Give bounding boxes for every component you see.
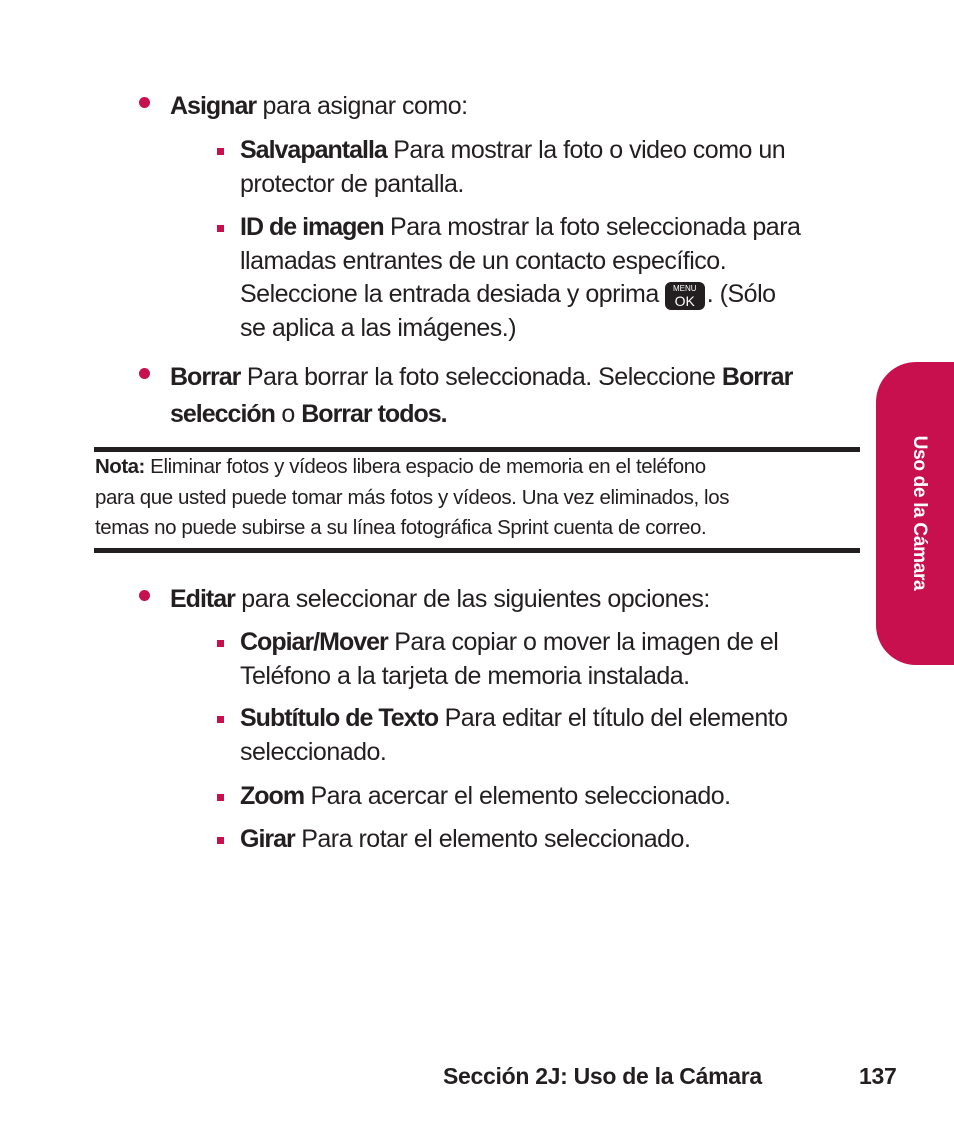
footer-section-title: Sección 2J: Uso de la Cámara (443, 1063, 762, 1089)
bullet-square (217, 148, 224, 155)
menu-ok-key-icon: MENU OK (665, 282, 705, 310)
bullet-square (217, 794, 224, 801)
bullet-square (217, 640, 224, 647)
bullet-square (217, 716, 224, 723)
page-number: 137 (859, 1063, 897, 1089)
salvapantalla-item: Salvapantalla Para mostrar la foto o video como un protector de pantalla. (240, 136, 786, 198)
note-bottom-rule (94, 548, 860, 553)
bullet-dot (139, 590, 150, 601)
bullet-dot (139, 97, 150, 108)
asignar-item: Asignar para asignar como: (170, 92, 468, 120)
note-box: Nota: Eliminar fotos y vídeos libera espacio de memoria en el teléfono para que usted puede tomar más fotos y vídeos. Una vez eliminados, los temas no puede subirse a su línea fotográfica Sprint cuenta de correo. (95, 455, 730, 539)
borrar-item: Borrar Para borrar la foto seleccionada. Seleccione Borrar selección o Borrar todos. (170, 363, 793, 428)
section-side-tab-label: Uso de la Cámara (909, 435, 930, 591)
zoom-item: Zoom Para acercar el elemento seleccionado. (240, 782, 731, 810)
bullet-square (217, 837, 224, 844)
subtitulo-item: Subtítulo de Texto Para editar el título del elemento seleccionado. (240, 704, 788, 766)
editar-item: Editar para seleccionar de las siguientes opciones: (170, 585, 710, 613)
id-imagen-item: ID de imagen Para mostrar la foto seleccionada para llamadas entrantes de un contacto específico. Seleccione la entrada desiada y oprima MENU OK . (Sólo se aplica a las imágenes.) (240, 213, 801, 342)
copiar-mover-item: Copiar/Mover Para copiar o mover la imagen de el Teléfono a la tarjeta de memoria instalada. (240, 628, 779, 690)
bullet-square (217, 225, 224, 232)
bullet-dot (139, 368, 150, 379)
girar-item: Girar Para rotar el elemento seleccionado. (240, 825, 691, 853)
